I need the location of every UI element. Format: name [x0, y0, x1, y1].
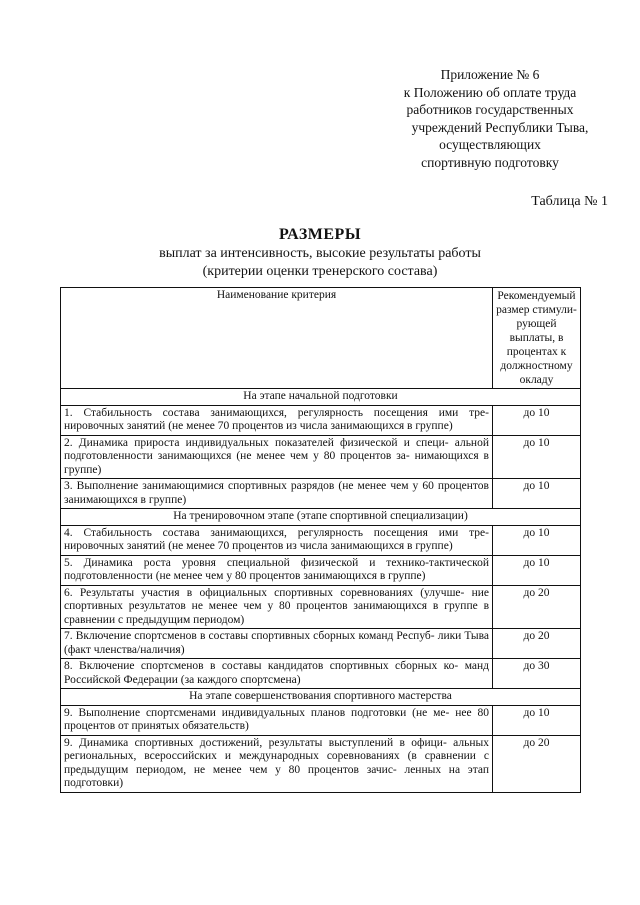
value-cell: до 10 [493, 479, 581, 509]
value-cell: до 10 [493, 525, 581, 555]
criteria-table [60, 287, 581, 793]
value-cell: до 20 [493, 735, 581, 792]
criterion-cell: 9. Выполнение спортсменами индивидуальных планов подготовки (не ме- нее 80 процентов от принятых обязательств) [61, 705, 493, 735]
value-cell: до 10 [493, 405, 581, 435]
appendix-line: учреждений Республики Тыва, [411, 119, 589, 135]
table-header-row [61, 288, 581, 389]
criterion-cell: 3. Выполнение занимающимися спортивных разрядов (не менее чем у 60 процентов занимающихся в группе) [61, 479, 493, 509]
appendix-line: Приложение № 6 [440, 67, 540, 82]
section-title: На этапе начальной подготовки [61, 389, 581, 406]
page-title: РАЗМЕРЫ [278, 226, 362, 243]
page-subtitle-note: (критерии оценки тренерского состава) [202, 264, 438, 279]
appendix-reference [370, 66, 610, 171]
table-row [61, 525, 581, 555]
table-row [61, 585, 581, 629]
criterion-cell: 5. Динамика роста уровня специальной физической и технико-тактической подготовленности (не менее чем у 80 процентов занимающихся в группе) [61, 555, 493, 585]
value-cell: до 20 [493, 629, 581, 659]
section-title: На этапе совершенствования спортивного мастерства [61, 689, 581, 706]
table-row [61, 659, 581, 689]
appendix-line: осуществляющих [439, 137, 541, 152]
appendix-line: к Положению об оплате труда [403, 84, 577, 100]
table-row [61, 479, 581, 509]
table-row [61, 629, 581, 659]
table-row [61, 405, 581, 435]
table-row [61, 735, 581, 792]
appendix-line: работников государственных [406, 102, 574, 117]
column-header-criterion: Наименование критерия [61, 288, 493, 389]
value-cell: до 30 [493, 659, 581, 689]
criterion-cell: 2. Динамика прироста индивидуальных показателей физической и специ- альной подготовленности занимающихся (не менее чем у 80 процентов за- нимающихся в группе) [61, 435, 493, 479]
table-row [61, 435, 581, 479]
section-row [61, 689, 581, 706]
value-cell: до 20 [493, 585, 581, 629]
section-title: На тренировочном этапе (этапе спортивной специализации) [61, 509, 581, 526]
value-cell: до 10 [493, 705, 581, 735]
value-cell: до 10 [493, 435, 581, 479]
criterion-cell: 9. Динамика спортивных достижений, результаты выступлений в офици- альных региональных, всероссийских и международных соревнованиях (в сравнении с предыдущим периодом, не менее чем у 80 процентов зачис- ленных на этап подготовки) [61, 735, 493, 792]
value-cell: до 10 [493, 555, 581, 585]
table-row [61, 705, 581, 735]
page-subtitle: выплат за интенсивность, высокие результаты работы [159, 246, 481, 261]
column-header-percent: Рекомендуемый размер стимули- рующей выплаты, в процентах к должностному окладу [493, 288, 581, 389]
section-row [61, 509, 581, 526]
section-row [61, 389, 581, 406]
criterion-cell: 4. Стабильность состава занимающихся, регулярность посещения ими тре- нировочных занятий (не менее 70 процентов из числа занимающихся в группе) [61, 525, 493, 555]
criterion-cell: 7. Включение спортсменов в составы спортивных сборных команд Респуб- лики Тыва (факт членства/наличия) [61, 629, 493, 659]
table-number: Таблица № 1 [531, 194, 608, 209]
criterion-cell: 1. Стабильность состава занимающихся, регулярность посещения ими тре- нировочных занятий (не менее 70 процентов из числа занимающихся в группе) [61, 405, 493, 435]
table-row [61, 555, 581, 585]
criterion-cell: 8. Включение спортсменов в составы кандидатов спортивных сборных ко- манд Российской Федерации (за каждого спортсмена) [61, 659, 493, 689]
appendix-line: спортивную подготовку [421, 154, 559, 170]
criterion-cell: 6. Результаты участия в официальных спортивных соревнованиях (улучше- ние спортивных результатов не менее чем у 80 процентов занимающихся в группе в сравнении с предыдущим периодом) [61, 585, 493, 629]
